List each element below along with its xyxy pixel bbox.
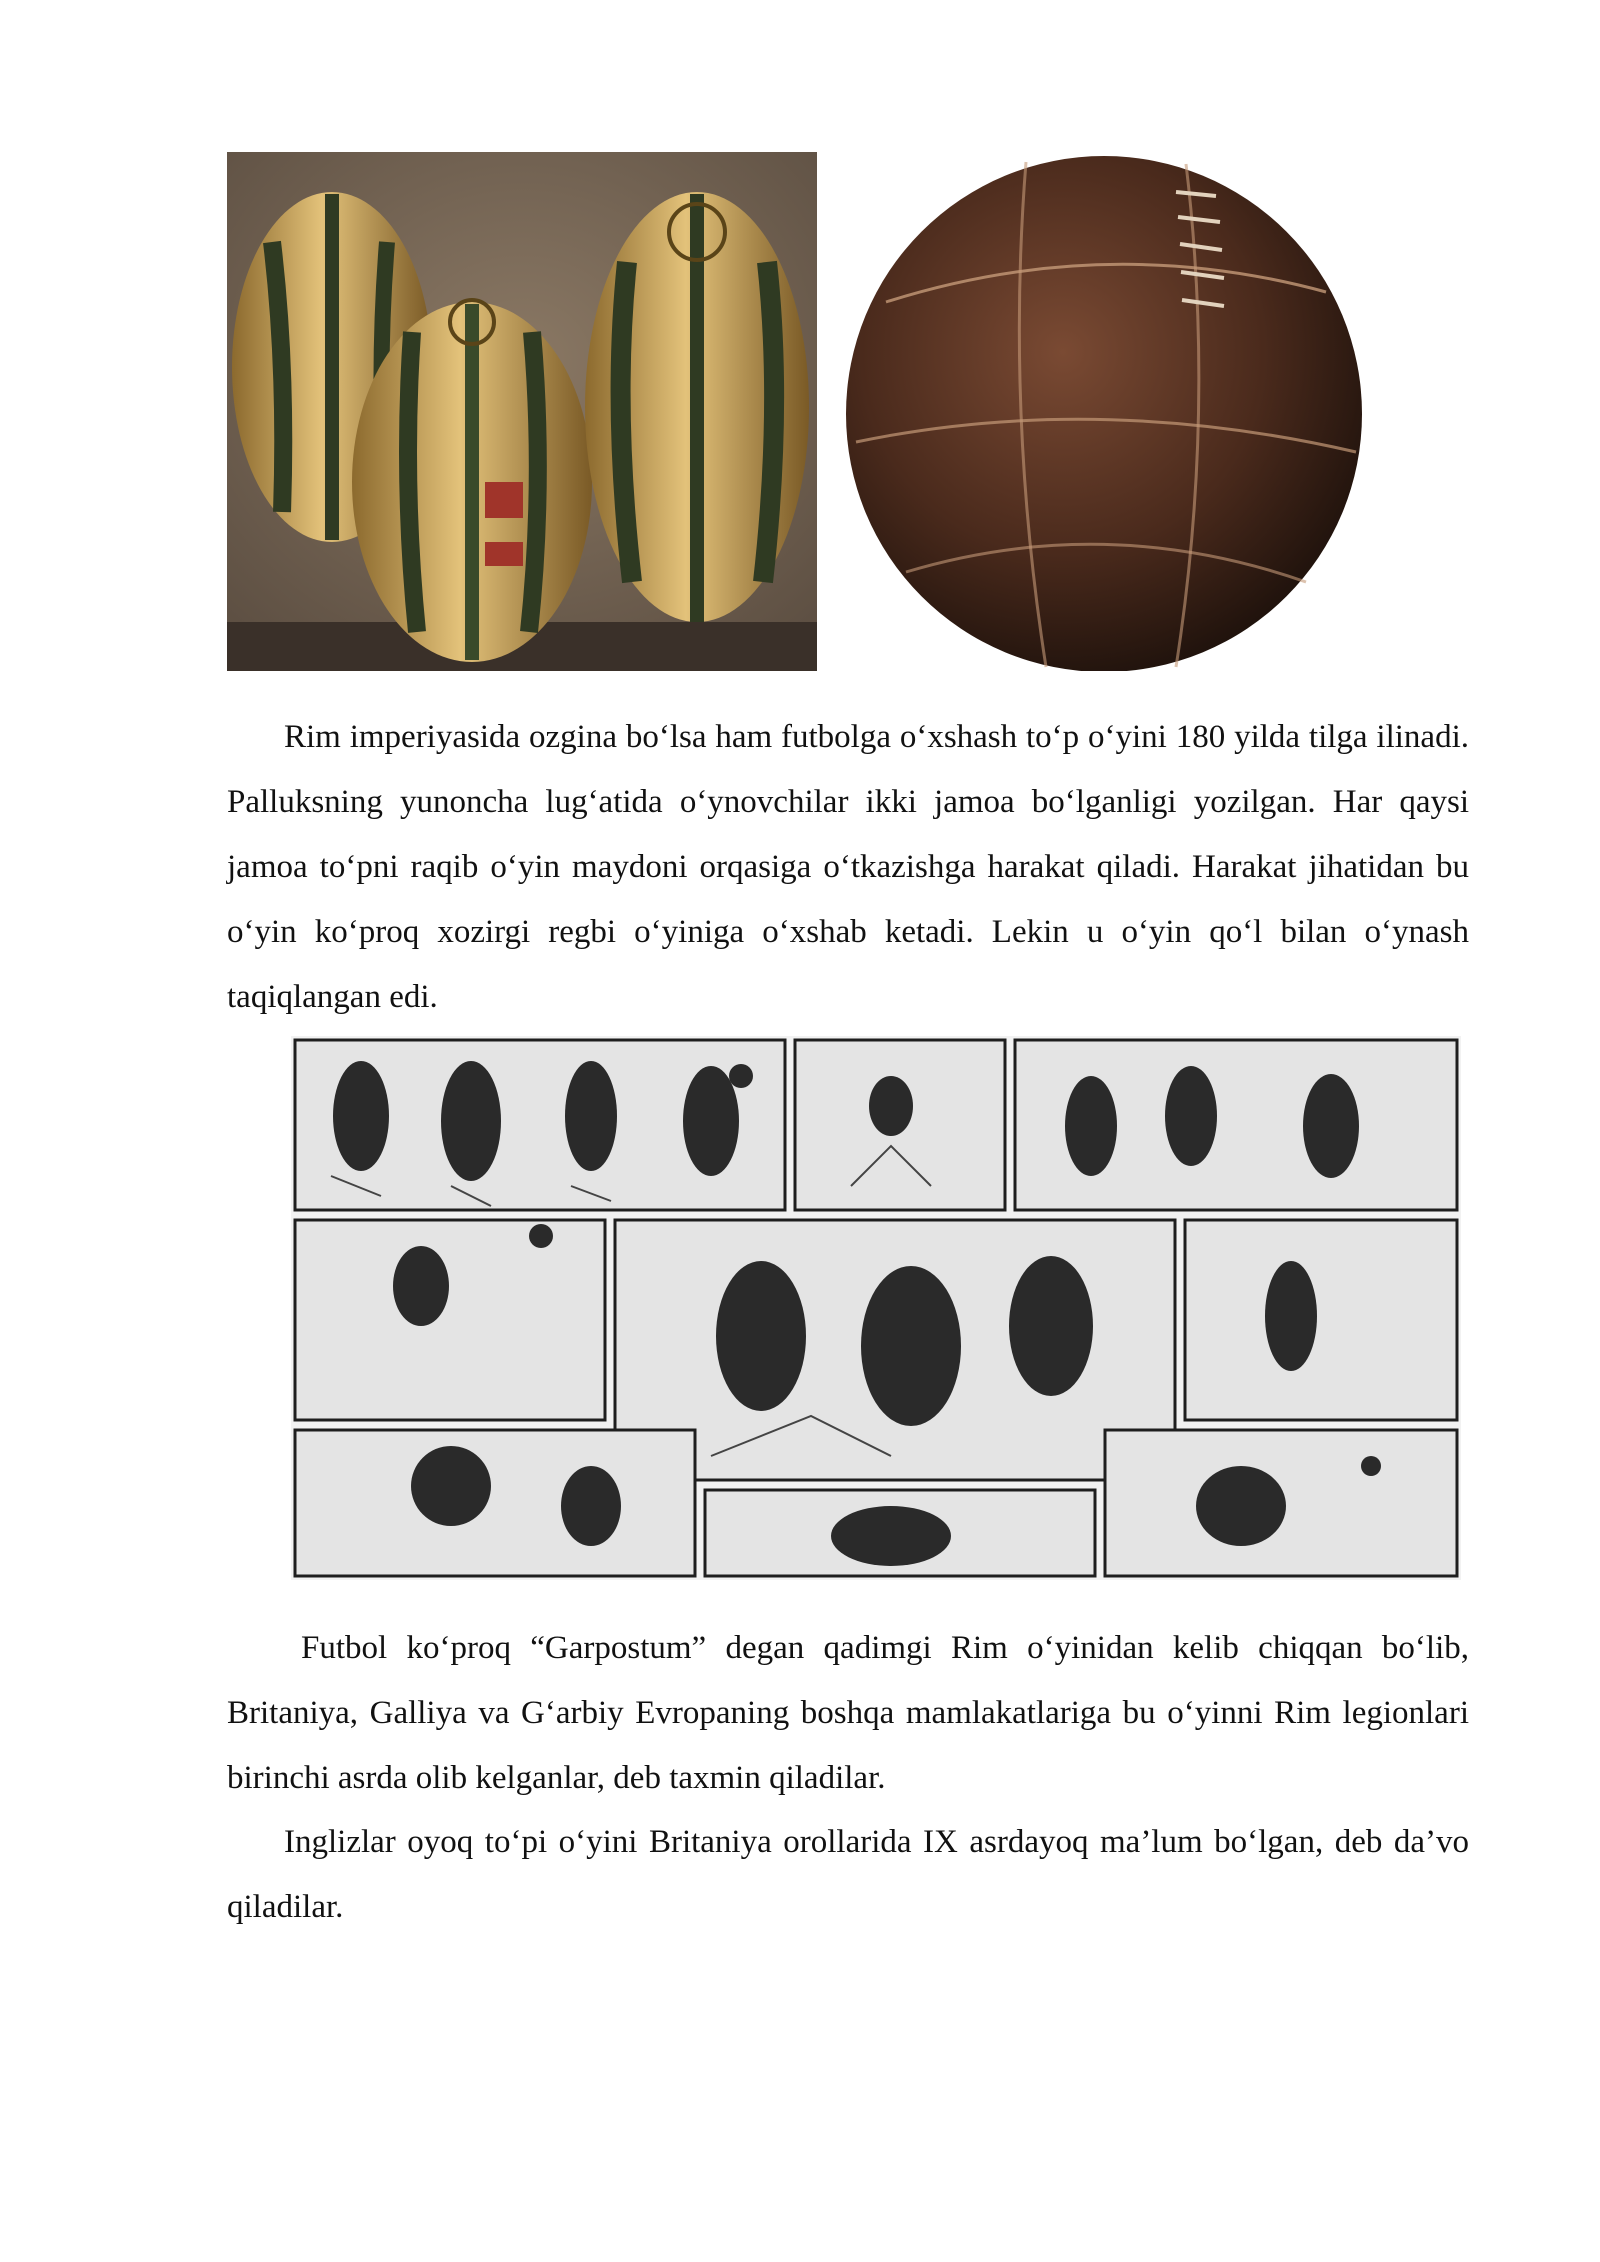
antique-painted-balls-photo bbox=[227, 152, 817, 671]
paragraph-rome-ball-game: Rim imperiyasida ozgina bo‘lsa ham futbolga o‘xshash to‘p o‘yini 180 yilda tilga ilinadi. Palluksning yunoncha lug‘atida o‘ynovchilar ikki jamoa bo‘lganligi yozilgan. Har qaysi jamoa to‘pni raqib o‘yin maydoni orqasiga o‘tkazishga harakat qiladi. Harakat jihatidan bu o‘yin ko‘proq xozirgi regbi o‘yiniga o‘xshab ketadi. Lekin u o‘yin qo‘l bilan o‘ynash taqiqlangan edi. bbox=[227, 719, 1469, 1015]
historic-football-engravings-collage bbox=[291, 1036, 1461, 1580]
leather-football-photo bbox=[826, 152, 1386, 671]
paragraph-garpostum-origin: Futbol ko‘proq “Garpostum” degan qadimgi Rim o‘yinidan kelib chiqqan bo‘lib, Britaniya, Galliya va G‘arbiy Evropaning boshqa mamlakatlariga bu o‘yinni Rim legionlari birinchi asrda olib kelganlar, deb taxmin qiladilar. bbox=[227, 1630, 1469, 1796]
paragraph-english-claim: Inglizlar oyoq to‘pi o‘yini Britaniya orollarida IX asrdayoq ma’lum bo‘lgan, deb da’vo qiladilar. bbox=[227, 1824, 1469, 1925]
